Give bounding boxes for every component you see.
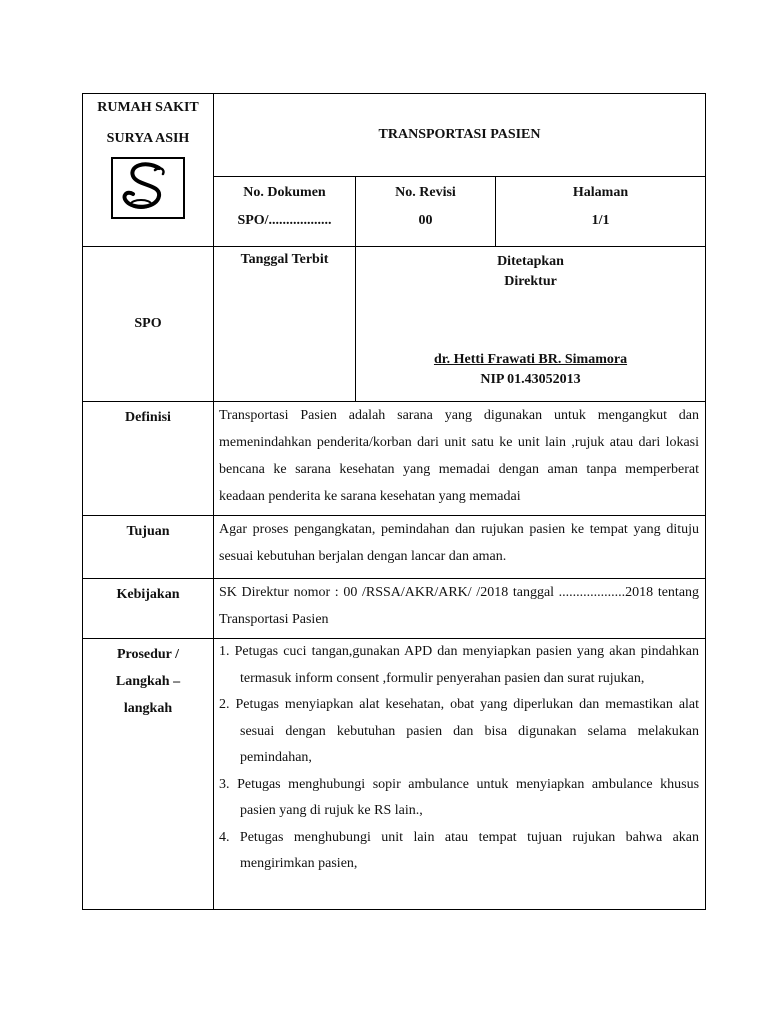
hospital-cell — [83, 94, 214, 247]
prosedur-step: 4. Petugas menghubungi unit lain atau tempat tujuan rujukan bahwa akan mengirimkan pasien, — [219, 829, 700, 871]
prosedur-label-line2: Langkah – — [115, 674, 181, 689]
prosedur-label-line3: langkah — [123, 701, 173, 716]
issue-date-cell — [214, 247, 356, 402]
spo-label: SPO — [134, 316, 162, 331]
definisi-text: Transportasi Pasien adalah sarana yang digunakan untuk mengangkut dan memenindahkan penderita/korban dari unit satu ke unit lain ,rujuk atau dari lokasi bencana ke sarana kesehatan yang memadai dengan aman tanpa memperberat keadaan penderita ke sarana kesehatan yang memadai — [219, 408, 700, 504]
page-value: 1/1 — [591, 213, 610, 228]
prosedur-step: 2. Petugas menyiapkan alat kesehatan, obat yang diperlukan dan memastikan alat sesuai dengan kebutuhan pasien dan bisa digunakan selama melakukan pemindahan, — [219, 697, 700, 765]
revision-label: No. Revisi — [395, 185, 456, 200]
doc-number-label: No. Dokumen — [243, 185, 326, 200]
tujuan-label-cell — [83, 516, 214, 579]
tujuan-label: Tujuan — [126, 524, 170, 539]
kebijakan-label: Kebijakan — [116, 587, 180, 602]
signer-name: dr. Hetti Frawati BR. Simamora — [433, 352, 628, 367]
definisi-label-cell — [83, 402, 214, 516]
tujuan-text: Agar proses pengangkatan, pemindahan dan rujukan pasien ke tempat yang dituju sesuai kebutuhan berjalan dengan lancar dan aman. — [219, 522, 700, 564]
spo-document — [82, 93, 705, 910]
page-cell — [496, 177, 706, 247]
prosedur-step: 3. Petugas menghubungi sopir ambulance untuk menyiapkan ambulance khusus pasien yang di rujuk ke RS lain., — [219, 776, 700, 818]
doc-number-value: SPO/.................. — [237, 213, 332, 228]
hospital-name-line1: RUMAH SAKIT — [97, 100, 199, 115]
spo-table — [82, 93, 706, 910]
approval-cell — [356, 247, 706, 402]
kebijakan-content — [214, 579, 706, 639]
tujuan-content — [214, 516, 706, 579]
hospital-name-line2: SURYA ASIH — [106, 131, 190, 146]
definisi-label: Definisi — [125, 410, 171, 425]
revision-cell — [356, 177, 496, 247]
prosedur-content — [214, 639, 706, 910]
svg-text:S: S — [115, 160, 116, 161]
revision-value: 00 — [418, 213, 433, 228]
hospital-logo — [111, 157, 185, 219]
approved-by-label: Ditetapkan — [497, 254, 564, 269]
kebijakan-text: SK Direktur nomor : 00 /RSSA/AKR/ARK/ /2018 tanggal ...................2018 tentang Transportasi Pasien — [219, 585, 700, 627]
issue-date-label: Tanggal Terbit — [240, 252, 329, 267]
doc-number-cell — [214, 177, 356, 247]
approver-title: Direktur — [504, 274, 557, 289]
spo-label-cell — [83, 247, 214, 402]
signer-nip: NIP 01.43052013 — [480, 372, 581, 387]
prosedur-step: 1. Petugas cuci tangan,gunakan APD dan menyiapkan pasien yang akan pindahkan termasuk inform consent ,formulir penyerahan pasien dan surat rujukan, — [219, 644, 700, 686]
kebijakan-label-cell — [83, 579, 214, 639]
prosedur-label-cell — [83, 639, 214, 910]
document-title — [214, 94, 706, 177]
prosedur-label-line1: Prosedur / — [116, 647, 180, 662]
document-title-text: TRANSPORTASI PASIEN — [378, 127, 541, 142]
prosedur-steps — [215, 639, 699, 878]
page-label: Halaman — [572, 185, 629, 200]
logo-s-icon — [115, 160, 181, 216]
definisi-content — [214, 402, 706, 516]
